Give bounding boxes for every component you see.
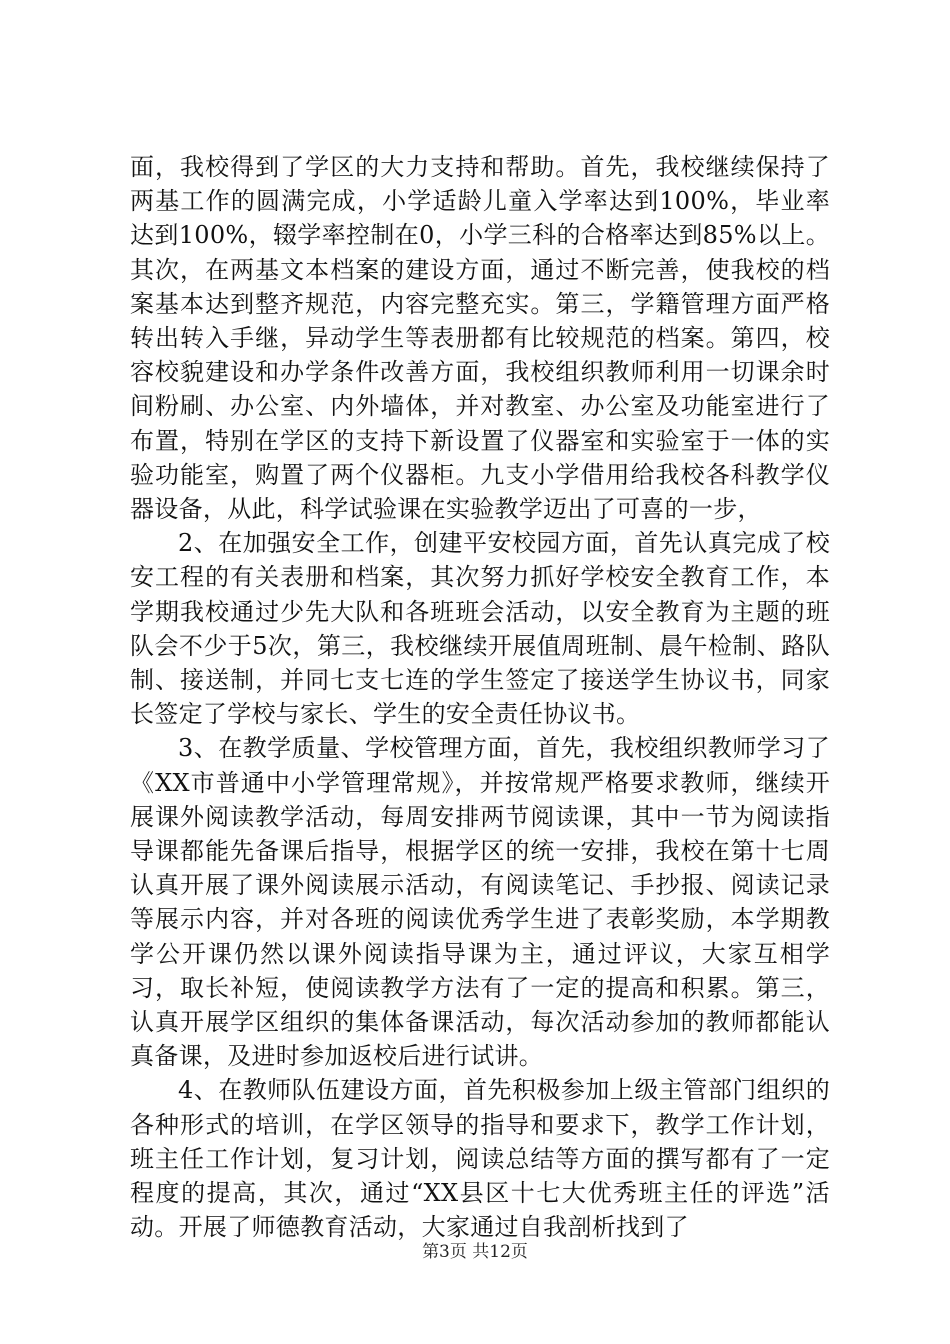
- paragraph-2: 2、在加强安全工作，创建平安校园方面，首先认真完成了校安工程的有关表册和档案，其次努力抓好学校安全教育工作，本学期我校通过少先大队和各班班会活动，以安全教育为主题的班队会不少于5次，第三，我校继续开展值周班制、晨午检制、路队制、接送制，并同七支七连的学生签定了接送学生协议书，同家长签定了学校与家长、学生的安全责任协议书。: [130, 529, 830, 729]
- page-footer: [0, 1240, 950, 1264]
- paragraph-3: 3、在教学质量、学校管理方面，首先，我校组织教师学习了《XX市普通中小学管理常规》，并按常规严格要求教师，继续开展课外阅读教学活动，每周安排两节阅读课，其中一节为阅读指导课都能先备课后指导，根据学区的统一安排，我校在第十七周认真开展了课外阅读展示活动，有阅读笔记、手抄报、阅读记录等展示内容，并对各班的阅读优秀学生进了表彰奖励，本学期教学公开课仍然以课外阅读指导课为主，通过评议，大家互相学习，取长补短，使阅读教学方法有了一定的提高和积累。第三，认真开展学区组织的集体备课活动，每次活动参加的教师都能认真备课，及进时参加返校后进行试讲。: [130, 734, 830, 1071]
- document-body: [130, 150, 830, 1245]
- page-number: 第3页 共12页: [422, 1242, 528, 1262]
- paragraph-1: 面，我校得到了学区的大力支持和帮助。首先，我校继续保持了两基工作的圆满完成，小学适龄儿童入学率达到100%，毕业率达到100%，辍学率控制在0，小学三科的合格率达到85%以上。其次，在两基文本档案的建设方面，通过不断完善，使我校的档案基本达到整齐规范，内容完整充实。第三，学籍管理方面严格转出转入手继，异动学生等表册都有比较规范的档案。第四，校容校貌建设和办学条件改善方面，我校组织教师利用一切课余时间粉刷、办公室、内外墙体，并对教室、办公室及功能室进行了布置，特别在学区的支持下新设置了仪器室和实验室于一体的实验功能室，购置了两个仪器柜。九支小学借用给我校各科教学仪器设备，从此，科学试验课在实验教学迈出了可喜的一步，: [130, 153, 830, 524]
- paragraph-4: 4、在教师队伍建设方面，首先积极参加上级主管部门组织的各种形式的培训，在学区领导的指导和要求下，教学工作计划，班主任工作计划，复习计划，阅读总结等方面的撰写都有了一定程度的提高，其次，通过“XX县区十七大优秀班主任的评选”活动。开展了师德教育活动，大家通过自我剖析找到了: [130, 1076, 830, 1242]
